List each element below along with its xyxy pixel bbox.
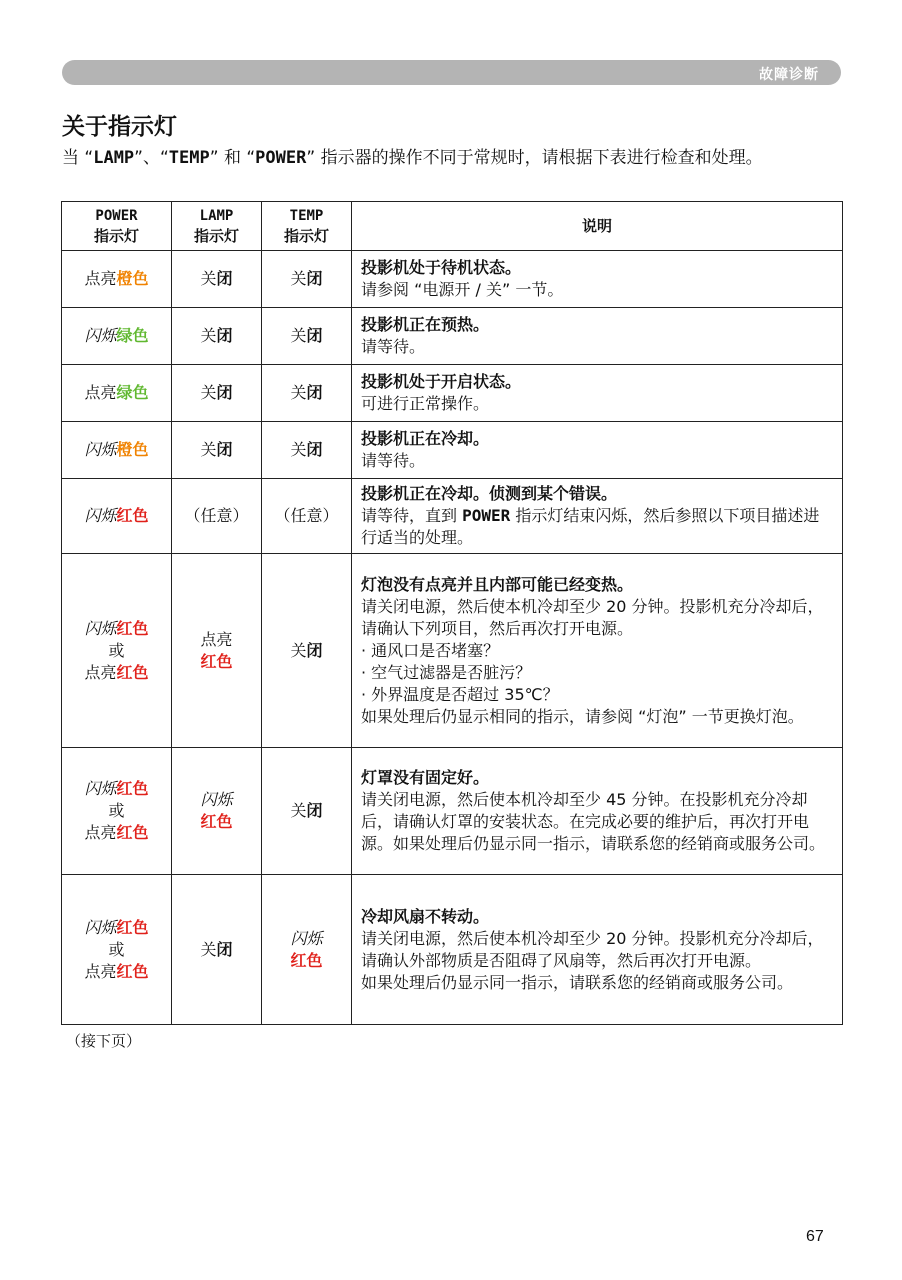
lamp-state-pre: 关 — [200, 269, 217, 288]
temp-state-post: 闭 — [306, 383, 323, 402]
power-cell — [62, 308, 172, 365]
lamp-state-pre: 关 — [200, 383, 217, 402]
power-state: 点亮 — [84, 383, 117, 402]
description-heading: 投影机处于待机状态。 — [361, 258, 522, 277]
description-text-pre: 请等待，直到 — [361, 506, 463, 525]
table-row — [62, 251, 843, 308]
temp-state-pre: 关 — [290, 326, 307, 345]
lamp-cell — [172, 251, 262, 308]
temp-state: （任意） — [274, 506, 339, 525]
header-temp-en: TEMP — [289, 208, 324, 224]
power-state: 闪烁 — [84, 917, 117, 937]
temp-state-post: 闭 — [306, 801, 323, 820]
lamp-cell — [172, 308, 262, 365]
table-row — [62, 875, 843, 1025]
lamp-state: （任意） — [184, 506, 249, 525]
temp-state-post: 闭 — [306, 440, 323, 459]
lamp-state-post: 闭 — [216, 383, 233, 402]
intro-temp: TEMP — [168, 148, 210, 168]
header-lamp — [172, 202, 262, 251]
description-heading: 投影机正在预热。 — [361, 315, 490, 334]
intro-text-1: 当 “ — [62, 148, 94, 168]
lamp-state-pre: 关 — [200, 440, 217, 459]
description-heading: 灯泡没有点亮并且内部可能已经变热。 — [361, 574, 634, 594]
header-temp-zh: 指示灯 — [283, 227, 329, 245]
power-state: 点亮 — [84, 823, 117, 842]
intro-lamp: LAMP — [93, 148, 135, 168]
header-power-en: POWER — [95, 208, 138, 224]
power-cell — [62, 365, 172, 422]
header-lamp-en: LAMP — [199, 208, 234, 224]
power-cell — [62, 422, 172, 479]
description-cell — [352, 875, 843, 1025]
temp-state-pre: 关 — [290, 640, 307, 660]
power-state: 闪烁 — [84, 779, 117, 798]
header-lamp-zh: 指示灯 — [193, 227, 239, 245]
temp-state-pre: 关 — [290, 440, 307, 459]
temp-cell — [262, 479, 352, 554]
description-line: 请关闭电源，然后使本机冷却至少 45 分钟。在投影机充分冷却后，请确认灯罩的安装状态。在完成必要的维护后，再次打开电源。如果处理后仍显示同一指示，请联系您的经销商或服务公司。 — [361, 790, 826, 853]
table-row — [62, 479, 843, 554]
lamp-cell — [172, 422, 262, 479]
power-color: 红色 — [116, 917, 149, 937]
description-cell — [352, 479, 843, 554]
temp-color: 红色 — [290, 950, 323, 970]
page-number: 67 — [806, 1228, 824, 1245]
power-cell — [62, 479, 172, 554]
temp-cell — [262, 748, 352, 875]
temp-state-post: 闭 — [306, 269, 323, 288]
intro-text-4: ” 指示器的操作不同于常规时，请根据下表进行检查和处理。 — [306, 148, 763, 168]
lamp-state-post: 闭 — [216, 269, 233, 288]
temp-cell — [262, 554, 352, 748]
lamp-state-post: 闭 — [216, 440, 233, 459]
temp-state-post: 闭 — [306, 640, 323, 660]
description-line: 请等待。 — [361, 451, 426, 470]
temp-state-post: 闭 — [306, 326, 323, 345]
power-state: 闪烁 — [84, 440, 117, 459]
header-power — [62, 202, 172, 251]
power-state: 闪烁 — [84, 506, 117, 525]
lamp-state-pre: 关 — [200, 939, 217, 959]
intro-power: POWER — [255, 148, 307, 168]
table-header-row — [62, 202, 843, 251]
description-cell — [352, 554, 843, 748]
description-heading: 投影机正在冷却。侦测到某个错误。 — [361, 484, 618, 503]
power-color: 红色 — [116, 779, 149, 798]
description-heading: 投影机正在冷却。 — [361, 429, 490, 448]
header-description-zh: 说明 — [581, 217, 612, 235]
power-color: 绿色 — [116, 326, 149, 345]
description-line: 请参阅 “电源开 / 关” 一节。 — [361, 280, 564, 299]
power-state: 闪烁 — [84, 618, 117, 638]
description-line — [361, 505, 834, 549]
description-bullet: · 空气过滤器是否脏污？ — [361, 662, 532, 682]
description-cell — [352, 422, 843, 479]
temp-cell — [262, 422, 352, 479]
section-label: 故障诊断 — [759, 67, 819, 83]
table-row — [62, 308, 843, 365]
header-power-zh: 指示灯 — [93, 227, 139, 245]
description-line: 如果处理后仍显示同一指示，请联系您的经销商或服务公司。 — [361, 972, 794, 992]
description-heading: 冷却风扇不转动。 — [361, 906, 490, 926]
power-or: 或 — [108, 801, 125, 820]
power-state-line — [64, 662, 169, 684]
intro-paragraph — [62, 146, 842, 170]
indicator-table — [61, 201, 843, 1025]
power-or: 或 — [108, 640, 125, 660]
description-line: 请关闭电源，然后使本机冷却至少 20 分钟。投影机充分冷却后，请确认下列项目，然后再次打开电源。 — [361, 596, 824, 638]
temp-state-pre: 关 — [290, 801, 307, 820]
power-state-line — [64, 618, 169, 640]
description-cell — [352, 365, 843, 422]
table-row — [62, 748, 843, 875]
description-line: 可进行正常操作。 — [361, 394, 490, 413]
power-cell — [62, 875, 172, 1025]
power-color: 橙色 — [116, 269, 149, 288]
lamp-cell — [172, 479, 262, 554]
power-color: 红色 — [116, 961, 149, 981]
description-bullet: · 外界温度是否超过 35℃？ — [361, 684, 559, 704]
lamp-state-post: 闭 — [216, 939, 233, 959]
header-temp — [262, 202, 352, 251]
power-state: 点亮 — [84, 269, 117, 288]
power-state-line — [64, 822, 169, 844]
page-title: 关于指示灯 — [62, 114, 177, 140]
temp-state: 闪烁 — [290, 928, 323, 948]
power-cell — [62, 251, 172, 308]
power-or: 或 — [108, 939, 125, 959]
continued-note: （接下页） — [66, 1032, 142, 1050]
power-color: 红色 — [116, 618, 149, 638]
table-row — [62, 365, 843, 422]
power-color: 红色 — [116, 506, 149, 525]
lamp-state: 点亮 — [200, 629, 233, 649]
power-state: 点亮 — [84, 662, 117, 682]
power-state-line — [64, 917, 169, 939]
temp-state-pre: 关 — [290, 269, 307, 288]
temp-cell — [262, 308, 352, 365]
lamp-cell — [172, 748, 262, 875]
power-cell — [62, 748, 172, 875]
lamp-cell — [172, 554, 262, 748]
power-state-line — [64, 961, 169, 983]
intro-text-2: ”、“ — [134, 148, 169, 168]
description-line: 请关闭电源，然后使本机冷却至少 20 分钟。投影机充分冷却后，请确认外部物质是否阻碍了风扇等，然后再次打开电源。 — [361, 928, 824, 970]
lamp-color: 红色 — [200, 651, 233, 671]
lamp-cell — [172, 365, 262, 422]
description-bullet: · 通风口是否堵塞？ — [361, 640, 500, 660]
description-text-post: 指示灯结束闪烁，然后参照以下项目描述进行适当的处理。 — [361, 506, 820, 547]
lamp-state-pre: 关 — [200, 326, 217, 345]
temp-cell — [262, 365, 352, 422]
lamp-state-post: 闭 — [216, 326, 233, 345]
table-row — [62, 554, 843, 748]
description-line: 请等待。 — [361, 337, 426, 356]
power-color: 红色 — [116, 823, 149, 842]
description-line: 如果处理后仍显示相同的指示，请参阅 “灯泡” 一节更换灯泡。 — [361, 706, 804, 726]
section-header-bar — [62, 60, 841, 85]
intro-text-3: ” 和 “ — [209, 148, 256, 168]
power-color: 绿色 — [116, 383, 149, 402]
description-heading: 投影机处于开启状态。 — [361, 372, 522, 391]
description-power-term: POWER — [462, 506, 511, 525]
power-color: 红色 — [116, 662, 149, 682]
description-cell — [352, 748, 843, 875]
lamp-cell — [172, 875, 262, 1025]
description-heading: 灯罩没有固定好。 — [361, 768, 490, 787]
temp-state-pre: 关 — [290, 383, 307, 402]
table-row — [62, 422, 843, 479]
power-cell — [62, 554, 172, 748]
temp-cell — [262, 251, 352, 308]
power-state: 闪烁 — [84, 326, 117, 345]
description-cell — [352, 308, 843, 365]
lamp-state: 闪烁 — [200, 790, 233, 809]
power-state-line — [64, 778, 169, 800]
header-description — [352, 202, 843, 251]
lamp-color: 红色 — [200, 812, 233, 831]
temp-cell — [262, 875, 352, 1025]
description-cell — [352, 251, 843, 308]
power-state: 点亮 — [84, 961, 117, 981]
power-color: 橙色 — [116, 440, 149, 459]
